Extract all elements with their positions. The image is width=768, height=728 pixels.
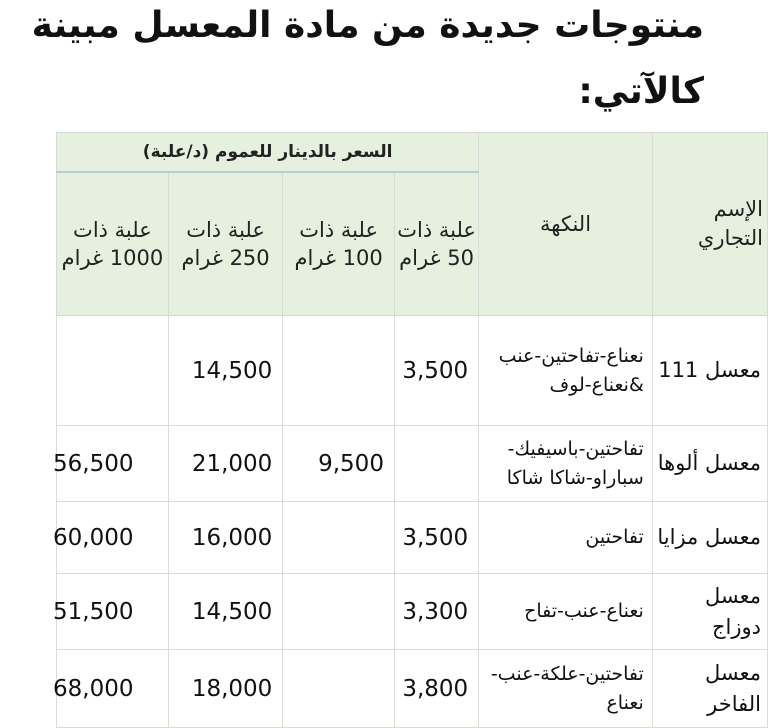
price-250-cell: 18,000 (168, 650, 282, 728)
flavor-cell: تفاحتين-علكة-عنب-نعناع (479, 650, 653, 728)
table-row (57, 650, 768, 728)
price-250-cell: 14,500 (168, 574, 282, 650)
price-1000-cell (53, 574, 169, 650)
price-100-cell (283, 650, 395, 728)
header-price-group: السعر بالدينار للعموم (د/علبة) (57, 133, 479, 173)
document-heading-line2: كالآتي: (578, 71, 704, 112)
price-100-cell (283, 316, 395, 426)
header-flavor: النكهة (479, 133, 653, 316)
trade-name-cell: معسل 111 (652, 316, 767, 426)
price-100-cell: 9,500 (283, 426, 395, 502)
price-50-cell: 3,500 (394, 316, 478, 426)
flavor-cell: نعناع-عنب-تفاح (479, 574, 653, 650)
price-1000-value: 60,000 (53, 524, 134, 551)
trade-name-cell: معسل مزايا (652, 502, 767, 574)
flavor-cell: تفاحتين-باسيفيك-سباراو-شاكا شاكا (479, 426, 653, 502)
price-50-cell: 3,300 (394, 574, 478, 650)
price-100-cell (283, 574, 395, 650)
header-trade-name: الإسم التجاري (652, 133, 767, 316)
price-1000-cell (53, 502, 169, 574)
table-row (57, 502, 768, 574)
header-size-250: علبة ذات 250 غرام (168, 172, 282, 316)
table-row (57, 574, 768, 650)
trade-name-cell: معسل دوزاج (652, 574, 767, 650)
flavor-cell: نعناع-تفاحتين-عنب &نعناع-لوف (479, 316, 653, 426)
header-size-1000: علبة ذات 1000 غرام (57, 172, 169, 316)
trade-name-cell: معسل الفاخر (652, 650, 767, 728)
price-250-cell: 16,000 (168, 502, 282, 574)
price-1000-value: 56,500 (53, 450, 134, 477)
price-50-cell: 3,500 (394, 502, 478, 574)
price-1000-cell (53, 650, 169, 728)
document-heading-line1: منتوجات جديدة من مادة المعسل مبينة (31, 5, 704, 46)
price-250-cell: 21,000 (168, 426, 282, 502)
price-250-cell: 14,500 (168, 316, 282, 426)
price-1000-cell (53, 426, 169, 502)
price-1000-value: 68,000 (53, 675, 134, 702)
price-table (53, 132, 768, 728)
price-1000-value: 51,500 (53, 598, 134, 625)
table-row (57, 426, 768, 502)
price-50-cell (394, 426, 478, 502)
table-row (57, 316, 768, 426)
header-size-50: علبة ذات 50 غرام (394, 172, 478, 316)
flavor-cell: تفاحتين (479, 502, 653, 574)
price-100-cell (283, 502, 395, 574)
price-50-cell: 3,800 (394, 650, 478, 728)
header-size-100: علبة ذات 100 غرام (283, 172, 395, 316)
trade-name-cell: معسل ألوها (652, 426, 767, 502)
price-1000-cell (57, 316, 169, 426)
